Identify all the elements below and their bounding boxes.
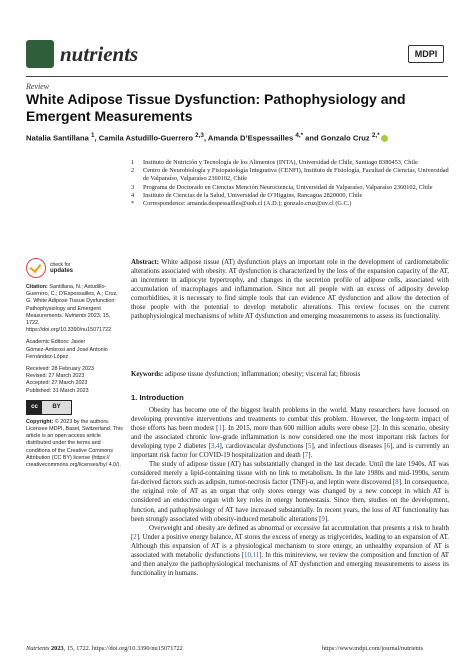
- dates-block: [26, 366, 124, 395]
- citation-journal: Nutrients: [64, 312, 87, 319]
- reference-link[interactable]: 6: [386, 443, 391, 451]
- keywords-label: Keywords:: [131, 371, 164, 378]
- affiliation-item: [131, 184, 451, 192]
- reference-link[interactable]: 3,4: [210, 443, 220, 451]
- reference-link[interactable]: 5: [308, 443, 312, 451]
- text: ].: [324, 515, 329, 523]
- text: ]. Under a positive energy balance, AT stores the excess of energy as triglycerides, leading to an expansion of AT. Although this expansion of AT is a physiological mechanism to store energy, an unhealthy expansion of AT is associated with metabolic dysfunctions [: [131, 533, 449, 559]
- check-updates-icon: [26, 258, 46, 278]
- reference-link[interactable]: 7: [304, 452, 309, 460]
- journal-name: nutrients: [60, 42, 139, 66]
- publisher-logo: MDPI: [408, 45, 444, 63]
- cc-by-license-badge[interactable]: [26, 400, 72, 415]
- author-affiliation-sup: 2,*: [371, 132, 380, 139]
- citation-doi[interactable]: 2023, 15, 1722. https://doi.org/10.3390/nu15071722: [26, 312, 112, 334]
- abstract-label: Abstract:: [131, 259, 159, 266]
- affiliation-item: [131, 167, 451, 183]
- editors-text: Gómez-Ambrosi and José Antonio Fernández-López: [26, 346, 108, 360]
- article-type: Review: [26, 82, 50, 91]
- footer-doi[interactable]: , 15, 1722. https://doi.org/10.3390/nu15071722: [63, 645, 183, 652]
- cc-icon: cc: [27, 401, 42, 414]
- author-list: Natalia Santillana $^1$, Camila Astudillo-Guerrero $^{2,3}$, Amanda D’Espessailles $^{4,*}$ and Gonzalo Cruz $^{2,*}$: [26, 132, 456, 143]
- published-date: Published: 31 March 2023: [26, 387, 89, 394]
- affiliation-number: *: [131, 200, 135, 208]
- footer-citation: [26, 645, 183, 652]
- author-affiliation-sup: 1: [91, 132, 95, 139]
- copyright-block: [26, 419, 124, 469]
- text: ], cardiovascular dysfunctions [: [219, 443, 309, 451]
- text: ], and is currently an important risk factor for COVID-19 hospitalization and death [: [131, 443, 450, 460]
- paragraph: [131, 524, 449, 578]
- section-heading: 1. Introduction: [131, 393, 184, 402]
- by-icon: BY: [52, 403, 61, 410]
- footer-year: 2023: [51, 645, 64, 652]
- accepted-date: Accepted: 27 March 2023: [26, 380, 88, 387]
- keywords-text: adipose tissue dysfunction; inflammation; obesity; visceral fat; fibrosis: [164, 371, 361, 378]
- text: Obesity has become one of the biggest health problems in the world. Many researchers have focused on developing preventive interventions and treatments to combat this problem. However, the long-term impact of those efforts has been modest [: [131, 407, 449, 433]
- editors-label: Academic Editors: Javier: [26, 339, 86, 346]
- text: ]. In this minireview, we review the composition and function of AT and then analyze the pathophysiological mechanisms of AT dysfunction and emerging measurements to assess its functionality in humans.: [131, 551, 450, 577]
- received-date: Received: 28 February 2023: [26, 366, 95, 373]
- journal-logo-icon: [26, 40, 54, 68]
- author-affiliation-sup: 4,*: [295, 132, 304, 139]
- text: ]. In consequence, the original role of AT as an organ that only stores energy was changed by a new concept in which AT is considered an endocrine organ with key roles in energy homeostasis. Since then, studies on the development, function, and pathophysiology of AT have increased substantially. In recent years, the loss of AT functionality has been strongly associated with obesity-induced metabolic alterations [: [131, 479, 449, 523]
- affiliation-number: 2: [131, 167, 135, 175]
- author-name: Gonzalo Cruz: [320, 133, 370, 143]
- copyright-label: Copyright:: [26, 418, 54, 425]
- author-name: Amanda D’Espessailles: [207, 133, 294, 143]
- paragraph: [131, 460, 449, 523]
- affiliation-text: Programa de Doctorado en Ciencias Mención Neurociencia, Universidad de Valparaíso, Valparaíso 2360102, Chile: [143, 183, 433, 191]
- revised-date: Revised: 27 March 2023: [26, 373, 85, 380]
- keywords: [131, 370, 449, 379]
- article-title: White Adipose Tissue Dysfunction: Pathophysiology and Emergent Measurements: [26, 91, 406, 124]
- check-updates-label: [50, 262, 73, 275]
- reference-link[interactable]: 10,11: [244, 551, 260, 559]
- correspondence-text: Correspondence: amanda.despessailles@uoh.cl (A.D.); gonzalo.cruz@uv.cl (G.C.): [143, 200, 352, 208]
- reference-link[interactable]: 9: [321, 515, 325, 523]
- citation-block: [26, 284, 124, 334]
- correspondence-item: [131, 200, 451, 208]
- affiliations: [131, 159, 451, 208]
- copyright-text: © 2023 by the authors. Licensee MDPI, Basel, Switzerland. This article is an open access article distributed under the terms and conditions of the Creative Commons Attribution (CC BY) license (https:// creativecommons.org/licenses/by/ 4.0/).: [26, 418, 123, 469]
- text: Overweight and obesity are defined as abnormal or excessive fat accumulation that presents a risk to health [: [131, 524, 449, 541]
- citation-label: Citation:: [26, 284, 48, 290]
- reference-link[interactable]: 1: [218, 425, 222, 433]
- abstract-text: White adipose tissue (AT) dysfunction plays an important role in the development of cardiometabolic alterations associated with obesity. AT dysfunction is characterized by the loss of the expansion capacity of the AT, an increment in adipocyte hypertrophy, and changes in the secretion profile of adipose cells, associated with accumulation of macrophages and inflammation. Since not all people with an excess of adiposity develop comorbidities, it is necessary to find simple tools that can evidence AT dysfunction and allow the detection of those people with the potential to develop metabolic alterations. This review focuses on the current pathophysiological mechanisms of white AT dysfunction and emerging measurements to assess its functionality.: [131, 259, 449, 321]
- abstract: [131, 258, 449, 321]
- affiliation-item: [131, 159, 451, 167]
- introduction-body: [131, 406, 449, 578]
- affiliation-text: Instituto de Ciencias de la Salud, Universidad de O’Higgins, Rancagua 2820000, Chile: [143, 191, 363, 199]
- check-for-updates-button[interactable]: [26, 258, 124, 278]
- footer-journal-link[interactable]: https://www.mdpi.com/journal/nutrients: [322, 645, 424, 652]
- reference-link[interactable]: 2: [133, 533, 137, 541]
- affiliation-number: 1: [131, 159, 135, 166]
- affiliation-number: 3: [131, 183, 135, 191]
- header-divider: [26, 76, 448, 77]
- affiliation-number: 4: [131, 191, 135, 199]
- author-name: Natalia Santillana: [26, 133, 89, 143]
- check-updates-line2: updates: [50, 268, 74, 274]
- check-updates-line1: check for: [50, 261, 71, 268]
- paragraph: [131, 406, 449, 460]
- text: ].: [308, 452, 313, 460]
- footer-journal: Nutrients: [26, 645, 50, 652]
- reference-link[interactable]: 8: [395, 479, 399, 487]
- text: ]. In 2015, more than 600 million adults were obese [: [221, 425, 373, 433]
- affiliation-item: [131, 192, 451, 200]
- orcid-icon[interactable]: [381, 135, 388, 142]
- affiliation-text: Instituto de Nutrición y Tecnología de los Alimentos (INTA), Universidad de Chile, Santiago 8380453, Chile: [143, 159, 418, 166]
- citation-text: Santillana, N.; Astudillo-Guerrero, C.; D’Espessailles, A.; Cruz, G. White Adipose Tissue Dysfunction: Pathophysiology and Emergent Measurements.: [26, 284, 118, 319]
- editors-block: [26, 339, 124, 361]
- text: The study of adipose tissue (AT) has substantially changed in the last decade. Until the late 1940s, AT was considered merely a lipid-containing tissue with no link to metabolism. In the late 1980s and mid-1990s, serum fat-derived factors such as adipsin, tumor-necrosis factor (TNF)-α, and leptin were discovered [: [131, 461, 449, 487]
- text: ]. In this scenario, obesity and the associated chronic low-grade inflammation is now considered one the most important risk factors for developing type 2 diabetes [: [131, 425, 449, 451]
- affiliation-text: Centro de Neurobiología y Fisiopatología Integrativa (CENFI), Instituto de Fisiología, Facultad de Ciencias, Universidad de Valparaíso, Valparaíso 2360102, Chile: [143, 167, 449, 183]
- text: ], and infectious diseases [: [311, 443, 387, 451]
- sidebar: [26, 258, 124, 474]
- author-name: Camila Astudillo-Guerrero: [98, 133, 194, 143]
- author-affiliation-sup: 2,3: [195, 132, 204, 139]
- reference-link[interactable]: 2: [372, 425, 377, 433]
